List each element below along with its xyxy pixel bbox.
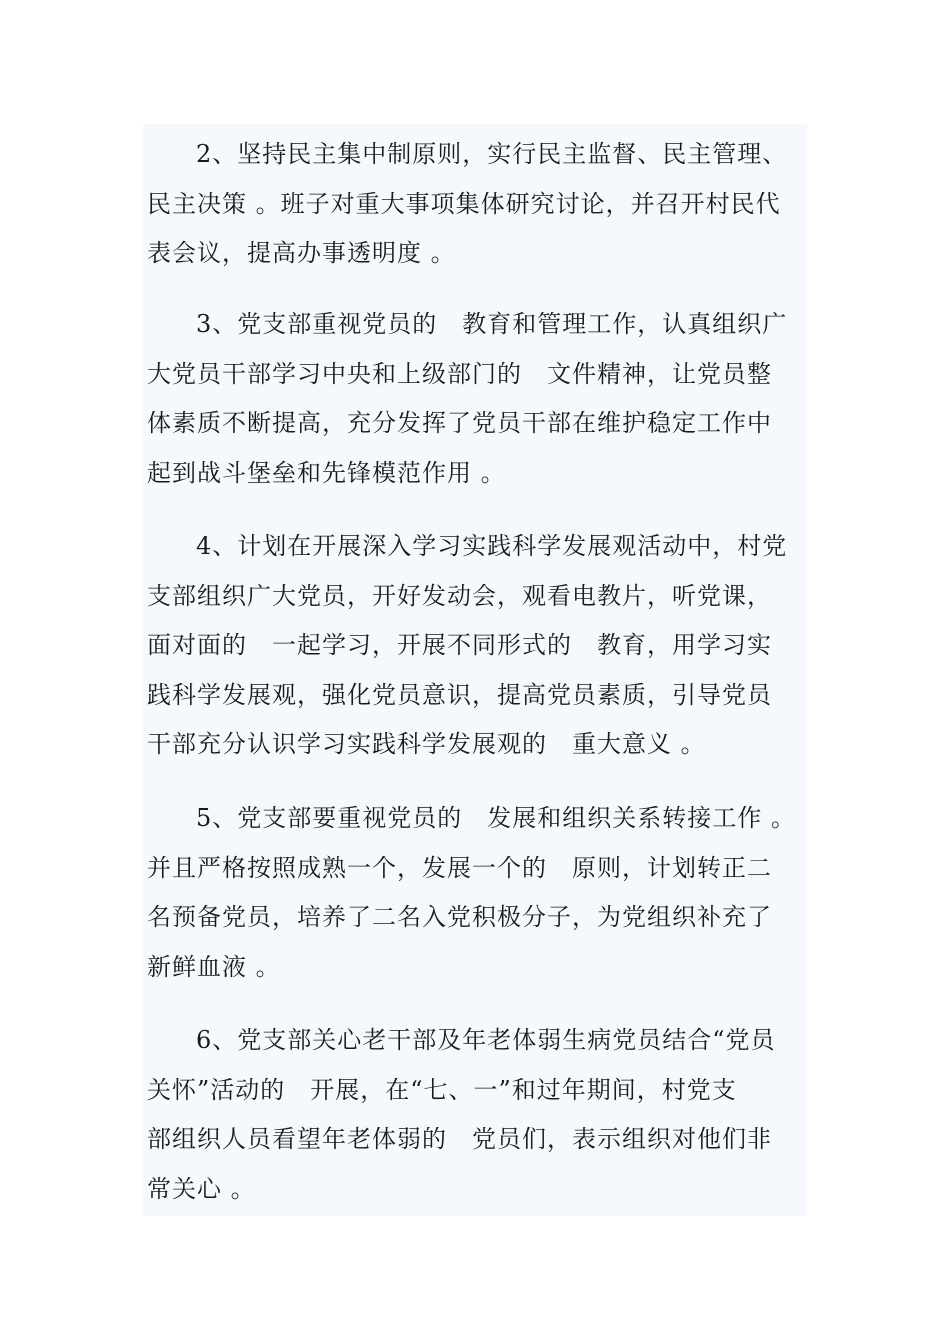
paragraph-line: 6、党支部关心老干部及年老体弱生病党员结合“党员 bbox=[196, 1026, 776, 1054]
paragraph-4 bbox=[143, 522, 787, 770]
paragraph-6 bbox=[143, 1016, 776, 1214]
paragraph-line: 表会议，提高办事透明度 。 bbox=[147, 239, 456, 267]
paragraph-line: 践科学发展观，强化党员意识，提高党员素质，引导党员 bbox=[147, 680, 772, 709]
paragraph-line: 常关心 。 bbox=[147, 1174, 256, 1203]
document-text-panel bbox=[143, 124, 807, 1216]
paragraph-line: 3、党支部重视党员的 教育和管理工作，认真组织广 bbox=[196, 310, 788, 338]
paragraph-2 bbox=[143, 130, 787, 279]
paragraph-line: 名预备党员，培养了二名入党积极分子，为党组织补充了 bbox=[147, 903, 772, 931]
paragraph-line: 大党员干部学习中央和上级部门的 文件精神，让党员整 bbox=[147, 359, 772, 388]
paragraph-line: 新鲜血液 。 bbox=[147, 952, 281, 981]
paragraph-line: 部组织人员看望年老体弱的 党员们，表示组织对他们非 bbox=[147, 1125, 772, 1153]
paragraph-line: 体素质不断提高，充分发挥了党员干部在维护稳定工作中 bbox=[147, 409, 772, 437]
paragraph-line: 民主决策 。班子对重大事项集体研究讨论，并召开村民代 bbox=[147, 189, 781, 218]
paragraph-line: 并且严格按照成熟一个，发展一个的 原则，计划转正二 bbox=[147, 853, 772, 882]
paragraph-line: 5、党支部要重视党员的 发展和组织关系转接工作 。 bbox=[196, 804, 796, 832]
paragraph-3 bbox=[143, 300, 787, 498]
paragraph-line: 支部组织广大党员，开好发动会，观看电教片，听党课， bbox=[147, 581, 772, 610]
paragraph-line: 关怀”活动的 开展，在“七、一”和过年期间，村党支 bbox=[147, 1075, 737, 1104]
paragraph-line: 干部充分认识学习实践科学发展观的 重大意义 。 bbox=[147, 730, 706, 758]
paragraph-line: 2、坚持民主集中制原则，实行民主监督、民主管理、 bbox=[196, 140, 788, 168]
paragraph-line: 4、计划在开展深入学习实践科学发展观活动中，村党 bbox=[196, 532, 788, 560]
paragraph-line: 起到战斗堡垒和先锋模范作用 。 bbox=[147, 458, 506, 487]
paragraph-5 bbox=[143, 794, 796, 992]
paragraph-line: 面对面的 一起学习，开展不同形式的 教育，用学习实 bbox=[147, 631, 772, 659]
